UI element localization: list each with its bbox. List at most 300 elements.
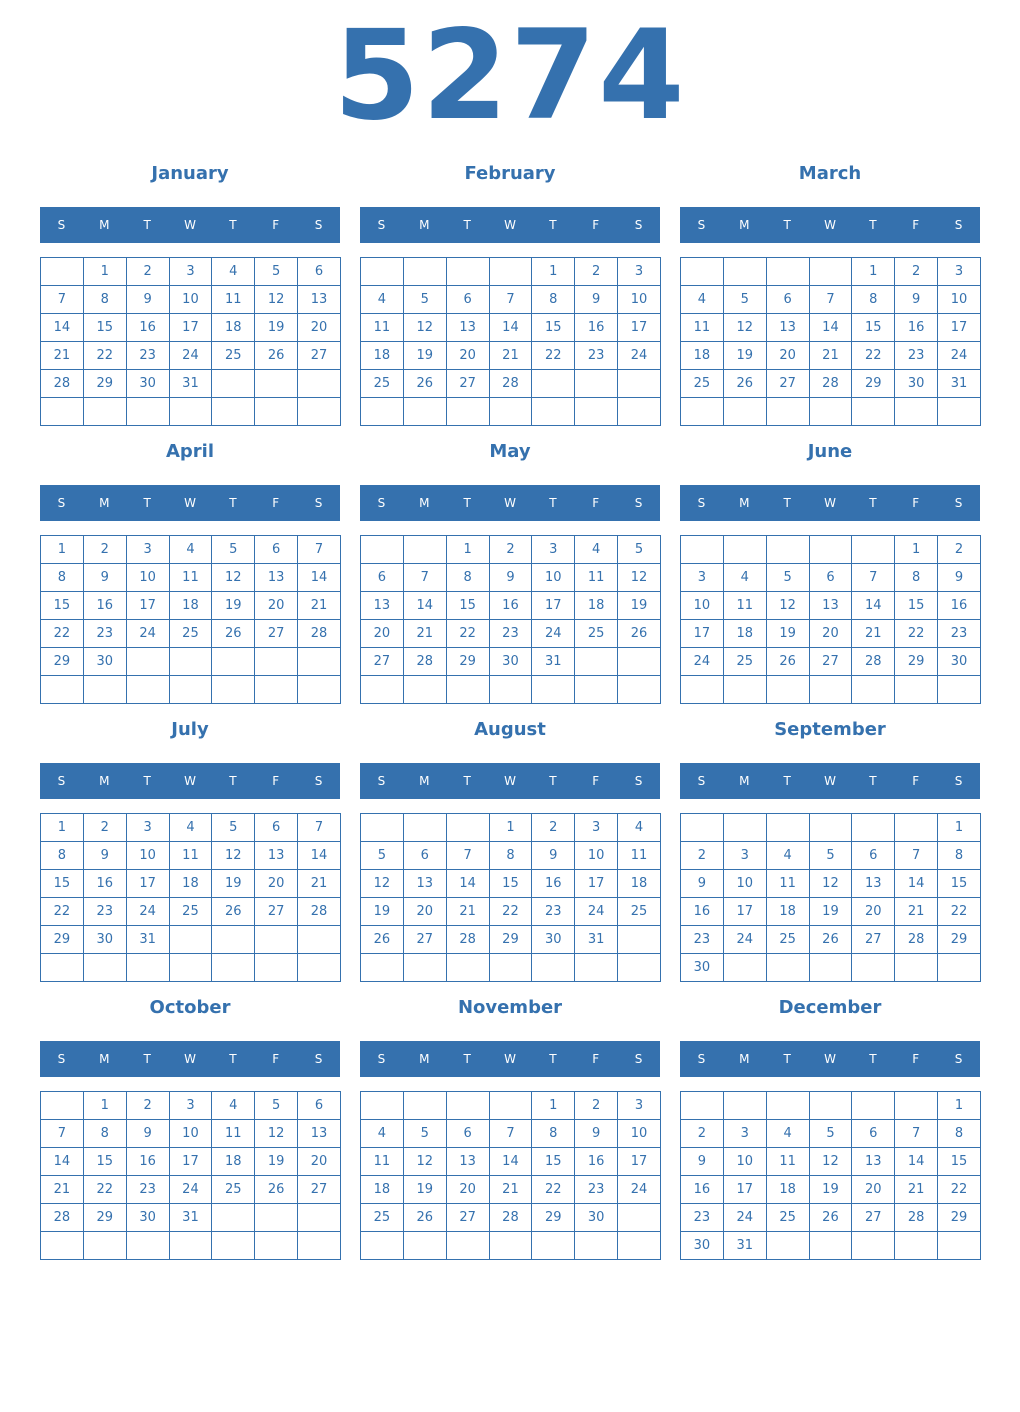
empty-day-cell <box>938 398 981 426</box>
weekday-label: M <box>739 1052 750 1066</box>
empty-day-cell <box>852 676 895 704</box>
empty-day-cell <box>575 648 618 676</box>
week-row <box>681 258 981 286</box>
day-cell: 23 <box>938 620 981 648</box>
day-cell: 8 <box>852 286 895 314</box>
weekday-header <box>680 763 980 799</box>
day-cell: 29 <box>83 370 126 398</box>
day-cell: 22 <box>83 1176 126 1204</box>
day-cell: 5 <box>766 564 809 592</box>
day-cell: 8 <box>895 564 938 592</box>
week-row <box>681 842 981 870</box>
empty-day-cell <box>212 926 255 954</box>
empty-day-cell <box>489 1232 532 1260</box>
weekday-header <box>40 763 340 799</box>
day-cell: 3 <box>575 814 618 842</box>
empty-day-cell <box>895 814 938 842</box>
day-cell: 5 <box>212 814 255 842</box>
day-cell: 3 <box>618 1092 661 1120</box>
empty-day-cell <box>766 954 809 982</box>
weekday-label: M <box>419 496 430 510</box>
day-grid <box>360 535 661 704</box>
day-cell: 3 <box>938 258 981 286</box>
day-cell: 30 <box>83 926 126 954</box>
week-row <box>361 842 661 870</box>
empty-day-cell <box>766 536 809 564</box>
day-cell: 18 <box>169 592 212 620</box>
week-row <box>41 592 341 620</box>
day-cell: 2 <box>938 536 981 564</box>
weekday-label: W <box>504 1052 516 1066</box>
day-cell: 26 <box>255 342 298 370</box>
day-cell: 15 <box>895 592 938 620</box>
day-cell: 6 <box>766 286 809 314</box>
empty-day-cell <box>681 676 724 704</box>
day-cell: 3 <box>532 536 575 564</box>
week-row <box>681 926 981 954</box>
empty-day-cell <box>169 1232 212 1260</box>
weekday-label: W <box>184 496 196 510</box>
empty-day-cell <box>212 648 255 676</box>
empty-day-cell <box>532 1232 575 1260</box>
day-cell: 27 <box>852 1204 895 1232</box>
day-cell: 30 <box>575 1204 618 1232</box>
week-row <box>361 398 661 426</box>
day-cell: 19 <box>809 1176 852 1204</box>
day-cell: 17 <box>169 1148 212 1176</box>
day-cell: 1 <box>938 814 981 842</box>
empty-day-cell <box>255 954 298 982</box>
empty-day-cell <box>255 1204 298 1232</box>
day-cell: 16 <box>126 1148 169 1176</box>
day-cell: 20 <box>255 592 298 620</box>
day-cell: 19 <box>403 342 446 370</box>
empty-day-cell <box>766 676 809 704</box>
week-row <box>681 1232 981 1260</box>
day-cell: 15 <box>41 592 84 620</box>
day-cell: 4 <box>169 814 212 842</box>
week-row <box>361 676 661 704</box>
day-cell: 30 <box>938 648 981 676</box>
empty-day-cell <box>298 398 341 426</box>
day-cell: 23 <box>83 620 126 648</box>
empty-day-cell <box>575 676 618 704</box>
day-cell: 13 <box>298 286 341 314</box>
day-cell: 1 <box>852 258 895 286</box>
day-cell: 28 <box>41 1204 84 1232</box>
empty-day-cell <box>681 1092 724 1120</box>
day-cell: 30 <box>681 954 724 982</box>
day-cell: 13 <box>852 1148 895 1176</box>
day-cell: 26 <box>255 1176 298 1204</box>
empty-day-cell <box>895 1092 938 1120</box>
week-row <box>681 314 981 342</box>
day-cell: 14 <box>895 870 938 898</box>
day-cell: 27 <box>446 1204 489 1232</box>
day-cell: 1 <box>83 258 126 286</box>
day-cell: 3 <box>169 258 212 286</box>
empty-day-cell <box>681 536 724 564</box>
weekday-label: T <box>549 1052 557 1066</box>
day-cell: 22 <box>489 898 532 926</box>
empty-day-cell <box>532 954 575 982</box>
day-cell: 3 <box>126 814 169 842</box>
empty-day-cell <box>489 258 532 286</box>
day-cell: 25 <box>361 1204 404 1232</box>
day-cell: 14 <box>446 870 489 898</box>
day-grid <box>360 257 661 426</box>
week-row <box>361 1148 661 1176</box>
empty-day-cell <box>126 954 169 982</box>
weekday-label: T <box>143 496 151 510</box>
day-cell: 11 <box>681 314 724 342</box>
day-cell: 27 <box>298 1176 341 1204</box>
day-cell: 16 <box>575 314 618 342</box>
day-cell: 27 <box>403 926 446 954</box>
day-cell: 20 <box>298 1148 341 1176</box>
week-row <box>681 564 981 592</box>
weekday-label: S <box>314 774 323 788</box>
empty-day-cell <box>618 370 661 398</box>
day-cell: 21 <box>403 620 446 648</box>
week-row <box>361 1120 661 1148</box>
day-cell: 16 <box>895 314 938 342</box>
day-cell: 15 <box>938 870 981 898</box>
weekday-label: S <box>697 496 706 510</box>
week-row <box>361 1232 661 1260</box>
empty-day-cell <box>575 954 618 982</box>
empty-day-cell <box>575 370 618 398</box>
day-cell: 20 <box>852 1176 895 1204</box>
day-cell: 31 <box>938 370 981 398</box>
empty-day-cell <box>83 1232 126 1260</box>
day-cell: 14 <box>489 1148 532 1176</box>
week-row <box>361 1092 661 1120</box>
empty-day-cell <box>809 814 852 842</box>
day-cell: 16 <box>83 592 126 620</box>
week-row <box>681 1204 981 1232</box>
month-name: December <box>778 997 882 1018</box>
empty-day-cell <box>681 258 724 286</box>
empty-day-cell <box>938 1232 981 1260</box>
week-row <box>41 564 341 592</box>
day-cell: 18 <box>361 342 404 370</box>
day-cell: 25 <box>212 342 255 370</box>
day-cell: 28 <box>852 648 895 676</box>
empty-day-cell <box>212 370 255 398</box>
day-cell: 9 <box>575 286 618 314</box>
empty-day-cell <box>852 954 895 982</box>
empty-day-cell <box>723 258 766 286</box>
week-row <box>41 954 341 982</box>
day-cell: 17 <box>618 314 661 342</box>
day-cell: 5 <box>255 1092 298 1120</box>
day-cell: 25 <box>361 370 404 398</box>
day-cell: 15 <box>83 1148 126 1176</box>
week-row <box>41 536 341 564</box>
day-cell: 21 <box>41 1176 84 1204</box>
day-cell: 16 <box>489 592 532 620</box>
weekday-label: T <box>229 496 237 510</box>
empty-day-cell <box>403 814 446 842</box>
day-cell: 1 <box>489 814 532 842</box>
weekday-label: S <box>954 774 963 788</box>
day-cell: 9 <box>126 1120 169 1148</box>
day-cell: 24 <box>575 898 618 926</box>
weekday-label: F <box>592 218 600 232</box>
day-cell: 25 <box>618 898 661 926</box>
empty-day-cell <box>255 676 298 704</box>
week-row <box>361 1204 661 1232</box>
week-row <box>41 926 341 954</box>
week-row <box>41 286 341 314</box>
week-row <box>41 342 341 370</box>
empty-day-cell <box>298 648 341 676</box>
day-cell: 10 <box>126 842 169 870</box>
week-row <box>361 926 661 954</box>
day-cell: 27 <box>255 898 298 926</box>
day-cell: 11 <box>361 1148 404 1176</box>
empty-day-cell <box>126 398 169 426</box>
day-grid <box>360 813 661 982</box>
day-cell: 1 <box>41 536 84 564</box>
day-cell: 27 <box>766 370 809 398</box>
day-cell: 2 <box>489 536 532 564</box>
weekday-header <box>360 207 660 243</box>
day-cell: 19 <box>255 1148 298 1176</box>
empty-day-cell <box>852 536 895 564</box>
day-cell: 23 <box>126 1176 169 1204</box>
weekday-label: S <box>954 1052 963 1066</box>
day-cell: 18 <box>766 898 809 926</box>
empty-day-cell <box>403 1092 446 1120</box>
day-cell: 24 <box>169 342 212 370</box>
empty-day-cell <box>169 954 212 982</box>
day-cell: 6 <box>255 814 298 842</box>
weekday-label: M <box>739 218 750 232</box>
day-cell: 22 <box>446 620 489 648</box>
weekday-header <box>360 485 660 521</box>
empty-day-cell <box>255 648 298 676</box>
day-cell: 3 <box>126 536 169 564</box>
empty-day-cell <box>618 676 661 704</box>
weekday-label: W <box>504 774 516 788</box>
day-cell: 13 <box>255 564 298 592</box>
day-cell: 19 <box>255 314 298 342</box>
day-cell: 12 <box>255 1120 298 1148</box>
empty-day-cell <box>852 814 895 842</box>
week-row <box>361 898 661 926</box>
week-row <box>41 1176 341 1204</box>
day-cell: 22 <box>532 342 575 370</box>
week-row <box>41 898 341 926</box>
weekday-label: T <box>229 218 237 232</box>
day-cell: 20 <box>298 314 341 342</box>
day-cell: 15 <box>446 592 489 620</box>
day-cell: 26 <box>809 926 852 954</box>
weekday-label: F <box>592 496 600 510</box>
empty-day-cell <box>41 954 84 982</box>
weekday-label: M <box>419 774 430 788</box>
empty-day-cell <box>212 954 255 982</box>
empty-day-cell <box>809 398 852 426</box>
day-cell: 10 <box>618 1120 661 1148</box>
day-cell: 23 <box>681 1204 724 1232</box>
day-cell: 26 <box>361 926 404 954</box>
day-cell: 3 <box>681 564 724 592</box>
day-cell: 12 <box>212 842 255 870</box>
weekday-label: M <box>419 218 430 232</box>
day-cell: 18 <box>212 314 255 342</box>
day-cell: 2 <box>681 842 724 870</box>
weekday-label: M <box>99 774 110 788</box>
day-cell: 12 <box>809 1148 852 1176</box>
week-row <box>681 814 981 842</box>
day-cell: 24 <box>618 342 661 370</box>
month-name: July <box>171 719 209 740</box>
day-cell: 19 <box>766 620 809 648</box>
empty-day-cell <box>255 370 298 398</box>
weekday-label: S <box>57 774 66 788</box>
day-cell: 2 <box>126 1092 169 1120</box>
day-cell: 21 <box>41 342 84 370</box>
week-row <box>681 398 981 426</box>
week-row <box>41 814 341 842</box>
weekday-label: S <box>377 1052 386 1066</box>
weekday-label: T <box>549 496 557 510</box>
empty-day-cell <box>361 676 404 704</box>
weekday-label: S <box>954 218 963 232</box>
day-cell: 5 <box>618 536 661 564</box>
empty-day-cell <box>446 954 489 982</box>
empty-day-cell <box>298 954 341 982</box>
week-row <box>41 620 341 648</box>
day-cell: 19 <box>618 592 661 620</box>
weekday-label: S <box>697 774 706 788</box>
empty-day-cell <box>895 398 938 426</box>
empty-day-cell <box>403 1232 446 1260</box>
day-cell: 27 <box>809 648 852 676</box>
day-cell: 25 <box>766 926 809 954</box>
day-cell: 25 <box>169 898 212 926</box>
week-row <box>361 592 661 620</box>
empty-day-cell <box>446 676 489 704</box>
day-cell: 27 <box>255 620 298 648</box>
day-cell: 26 <box>723 370 766 398</box>
day-cell: 4 <box>212 258 255 286</box>
day-cell: 8 <box>938 1120 981 1148</box>
empty-day-cell <box>446 398 489 426</box>
day-cell: 5 <box>255 258 298 286</box>
weekday-label: M <box>99 496 110 510</box>
day-cell: 2 <box>575 1092 618 1120</box>
weekday-label: W <box>504 218 516 232</box>
empty-day-cell <box>766 1232 809 1260</box>
day-cell: 23 <box>126 342 169 370</box>
day-cell: 29 <box>83 1204 126 1232</box>
day-cell: 7 <box>852 564 895 592</box>
day-cell: 10 <box>575 842 618 870</box>
day-cell: 15 <box>852 314 895 342</box>
day-cell: 20 <box>255 870 298 898</box>
empty-day-cell <box>895 1232 938 1260</box>
weekday-label: M <box>739 774 750 788</box>
weekday-header <box>680 485 980 521</box>
day-cell: 17 <box>723 898 766 926</box>
weekday-label: S <box>634 1052 643 1066</box>
weekday-label: F <box>912 774 920 788</box>
day-cell: 17 <box>938 314 981 342</box>
week-row <box>681 620 981 648</box>
day-cell: 20 <box>446 342 489 370</box>
day-cell: 28 <box>489 1204 532 1232</box>
day-cell: 8 <box>532 286 575 314</box>
day-cell: 29 <box>938 1204 981 1232</box>
day-cell: 13 <box>255 842 298 870</box>
week-row <box>361 314 661 342</box>
weekday-label: T <box>783 774 791 788</box>
day-cell: 2 <box>681 1120 724 1148</box>
day-cell: 21 <box>489 342 532 370</box>
day-cell: 26 <box>618 620 661 648</box>
empty-day-cell <box>766 258 809 286</box>
day-cell: 4 <box>723 564 766 592</box>
month-name: October <box>149 997 231 1018</box>
weekday-label: F <box>272 1052 280 1066</box>
day-cell: 20 <box>361 620 404 648</box>
empty-day-cell <box>723 1092 766 1120</box>
day-cell: 21 <box>852 620 895 648</box>
day-cell: 26 <box>212 898 255 926</box>
day-cell: 11 <box>212 1120 255 1148</box>
day-cell: 22 <box>83 342 126 370</box>
week-row <box>41 676 341 704</box>
day-cell: 11 <box>766 1148 809 1176</box>
empty-day-cell <box>852 1232 895 1260</box>
empty-day-cell <box>809 1092 852 1120</box>
empty-day-cell <box>255 926 298 954</box>
day-cell: 19 <box>212 870 255 898</box>
day-cell: 11 <box>575 564 618 592</box>
month-name: November <box>457 997 563 1018</box>
empty-day-cell <box>255 1232 298 1260</box>
day-cell: 5 <box>809 1120 852 1148</box>
day-cell: 24 <box>532 620 575 648</box>
day-cell: 10 <box>169 286 212 314</box>
week-row <box>361 1176 661 1204</box>
day-cell: 22 <box>41 898 84 926</box>
day-cell: 9 <box>489 564 532 592</box>
empty-day-cell <box>681 398 724 426</box>
week-row <box>681 1120 981 1148</box>
day-cell: 20 <box>403 898 446 926</box>
day-cell: 3 <box>723 842 766 870</box>
day-cell: 5 <box>403 1120 446 1148</box>
day-cell: 18 <box>723 620 766 648</box>
day-cell: 13 <box>298 1120 341 1148</box>
day-cell: 24 <box>169 1176 212 1204</box>
week-row <box>361 814 661 842</box>
weekday-label: T <box>463 218 471 232</box>
day-cell: 6 <box>809 564 852 592</box>
day-cell: 13 <box>446 1148 489 1176</box>
month-name: August <box>474 719 546 740</box>
weekday-label: S <box>634 774 643 788</box>
day-cell: 28 <box>403 648 446 676</box>
day-cell: 16 <box>938 592 981 620</box>
day-cell: 4 <box>575 536 618 564</box>
day-cell: 4 <box>766 1120 809 1148</box>
